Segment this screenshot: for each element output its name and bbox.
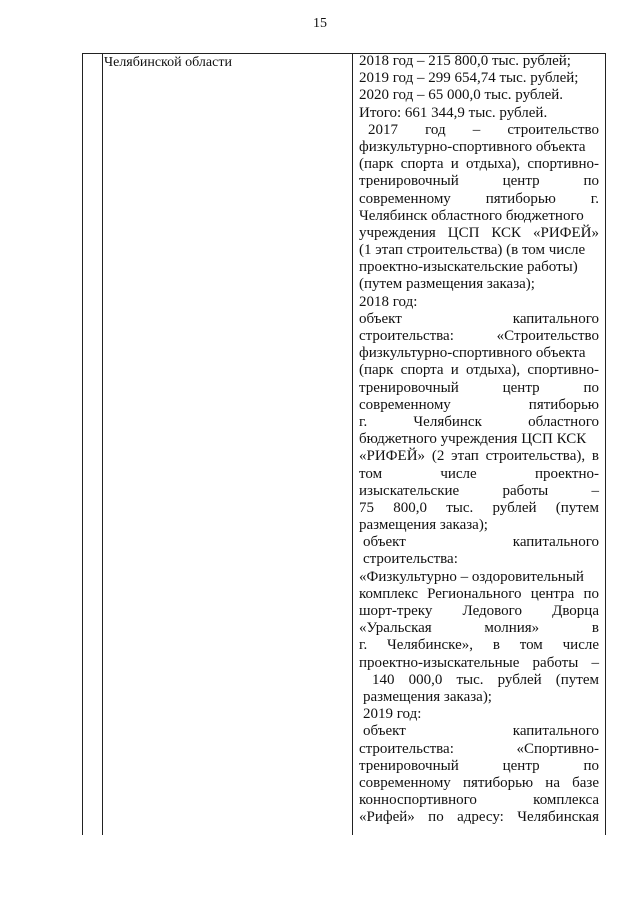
text-line: размещения заказа); <box>363 688 492 705</box>
region-cell: Челябинской области <box>104 55 232 70</box>
text-line: современному пятиборью г. <box>359 190 599 207</box>
text-line: комплекс Регионального центра по <box>359 585 599 602</box>
text-line: 2018 год – 215 800,0 тыс. рублей; <box>359 53 571 69</box>
text-line: современному пятиборью <box>359 396 599 413</box>
page-number: 15 <box>313 16 327 31</box>
text-line: объект капитального <box>359 310 599 327</box>
table-right-border <box>605 53 606 835</box>
text-line: «Рифей» по адресу: Челябинская <box>359 809 599 826</box>
text-line: г. Челябинске», в том числе <box>359 637 599 654</box>
text-line: объект капитального <box>363 723 599 740</box>
text-line: 2019 год: <box>363 706 422 723</box>
text-line: г. Челябинск областного <box>359 413 599 430</box>
text-line: объект капитального <box>363 534 599 551</box>
text-line: размещения заказа); <box>359 517 488 534</box>
text-line: тренировочный центр по <box>359 379 599 396</box>
text-line: том числе проектно- <box>359 465 599 482</box>
text-line: бюджетного учреждения ЦСП КСК <box>359 431 587 448</box>
text-line: проектно-изыскательные работы – <box>359 654 599 671</box>
table-column-divider-2 <box>352 53 353 835</box>
text-line: 2020 год – 65 000,0 тыс. рублей. <box>359 87 564 104</box>
text-line: 2017 год – строительство <box>368 121 599 138</box>
document-table <box>82 53 606 853</box>
text-line: Челябинск областного бюджетного <box>359 207 584 224</box>
text-line: 2018 год: <box>359 293 418 310</box>
text-line: современному пятиборью на базе <box>359 774 599 791</box>
text-line: (1 этап строительства) (в том числе <box>359 242 586 259</box>
text-line: строительства: «Спортивно- <box>359 740 599 757</box>
text-line: проектно-изыскательские работы) <box>359 259 578 276</box>
funding-details-cell <box>359 53 599 826</box>
text-line: (парк спорта и отдыха), спортивно- <box>359 156 599 173</box>
text-line: тренировочный центр по <box>359 173 599 190</box>
text-line: «Уральская молния» в <box>359 620 599 637</box>
table-column-divider-1 <box>102 53 103 835</box>
table-left-border <box>82 53 83 835</box>
text-line: «РИФЕЙ» (2 этап строительства), в <box>359 448 599 465</box>
text-line: строительства: «Строительство <box>359 328 599 344</box>
text-line: конноспортивного комплекса <box>359 792 599 809</box>
text-line: учреждения ЦСП КСК «РИФЕЙ» <box>359 224 599 241</box>
text-line: тренировочный центр по <box>359 757 599 774</box>
text-line: изыскательские работы – <box>359 482 599 499</box>
text-line: 140 000,0 тыс. рублей (путем <box>372 671 599 688</box>
text-line: 75 800,0 тыс. рублей (путем <box>359 499 599 516</box>
text-line: строительства: <box>363 551 458 568</box>
text-line: физкультурно-спортивного объекта <box>359 345 586 362</box>
text-line: (парк спорта и отдыха), спортивно- <box>359 362 599 379</box>
text-line: Итого: 661 344,9 тыс. рублей. <box>359 104 548 121</box>
text-line: физкультурно-спортивного объекта <box>359 138 586 155</box>
text-line: (путем размещения заказа); <box>359 276 535 293</box>
text-line: 2019 год – 299 654,74 тыс. рублей; <box>359 70 579 87</box>
text-line: «Физкультурно – оздоровительный <box>359 568 584 585</box>
text-line: шорт-треку Ледового Дворца <box>359 603 599 619</box>
